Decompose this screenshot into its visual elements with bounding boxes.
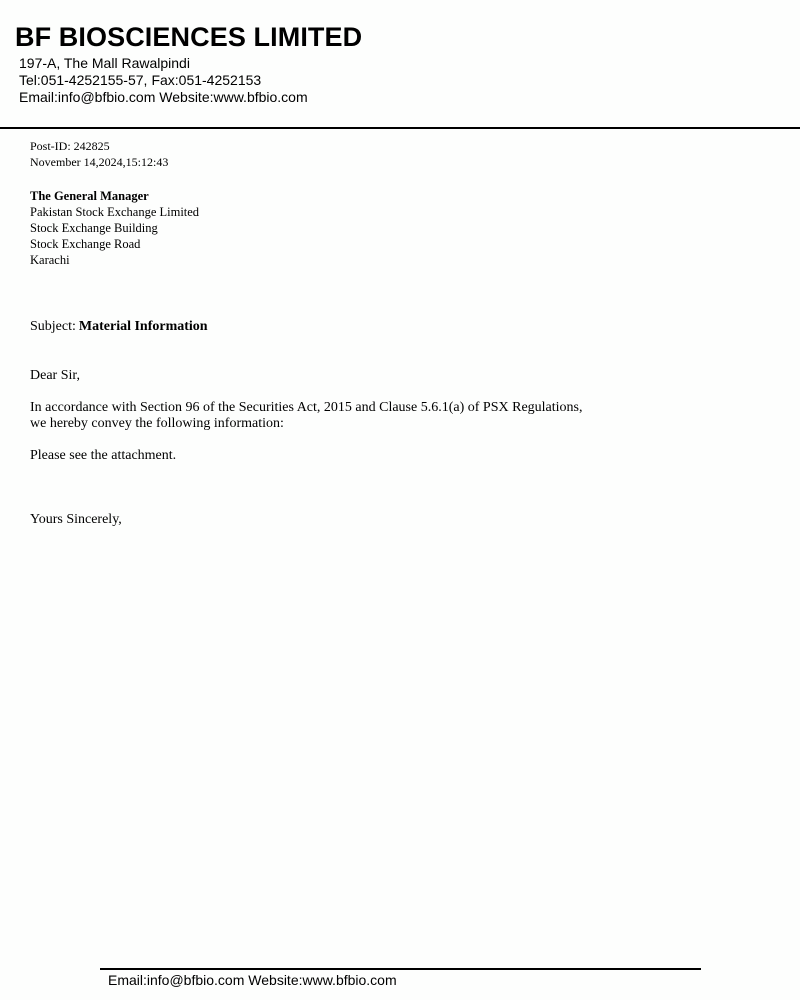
recipient-city: Karachi bbox=[30, 253, 70, 267]
subject-text: Material Information bbox=[78, 319, 208, 334]
attachment-note: Please see the attachment. bbox=[30, 448, 177, 463]
footer-divider bbox=[100, 968, 701, 970]
body-paragraph-line-2: we hereby convey the following information: bbox=[30, 416, 284, 431]
closing: Yours Sincerely, bbox=[30, 512, 122, 527]
post-timestamp: November 14,2024,15:12:43 bbox=[30, 155, 169, 169]
header-divider bbox=[0, 127, 800, 129]
company-email: Email:info@bfbio.com bbox=[19, 89, 156, 105]
body-paragraph-line-1: In accordance with Section 96 of the Securities Act, 2015 and Clause 5.6.1(a) of PSX Regulations, bbox=[30, 400, 583, 415]
post-id: Post-ID: 242825 bbox=[30, 139, 110, 153]
company-tel: Tel:051-4252155-57, bbox=[19, 72, 148, 88]
recipient-road: Stock Exchange Road bbox=[30, 237, 141, 251]
company-phone-fax bbox=[19, 72, 261, 88]
footer-website: Website:www.bfbio.com bbox=[248, 972, 397, 988]
company-website: Website:www.bfbio.com bbox=[159, 89, 308, 105]
company-contact bbox=[19, 89, 308, 105]
recipient-building: Stock Exchange Building bbox=[30, 221, 158, 235]
salutation: Dear Sir, bbox=[30, 368, 80, 383]
company-name: BF BIOSCIENCES LIMITED bbox=[15, 22, 363, 52]
subject-label: Subject: bbox=[30, 319, 76, 334]
recipient-title: The General Manager bbox=[30, 189, 149, 203]
company-fax: Fax:051-4252153 bbox=[151, 72, 262, 88]
company-address: 197-A, The Mall Rawalpindi bbox=[19, 55, 190, 71]
subject-line bbox=[30, 319, 208, 335]
footer-email: Email:info@bfbio.com bbox=[108, 972, 245, 988]
recipient-organization: Pakistan Stock Exchange Limited bbox=[30, 205, 200, 219]
footer-contact bbox=[108, 972, 397, 988]
